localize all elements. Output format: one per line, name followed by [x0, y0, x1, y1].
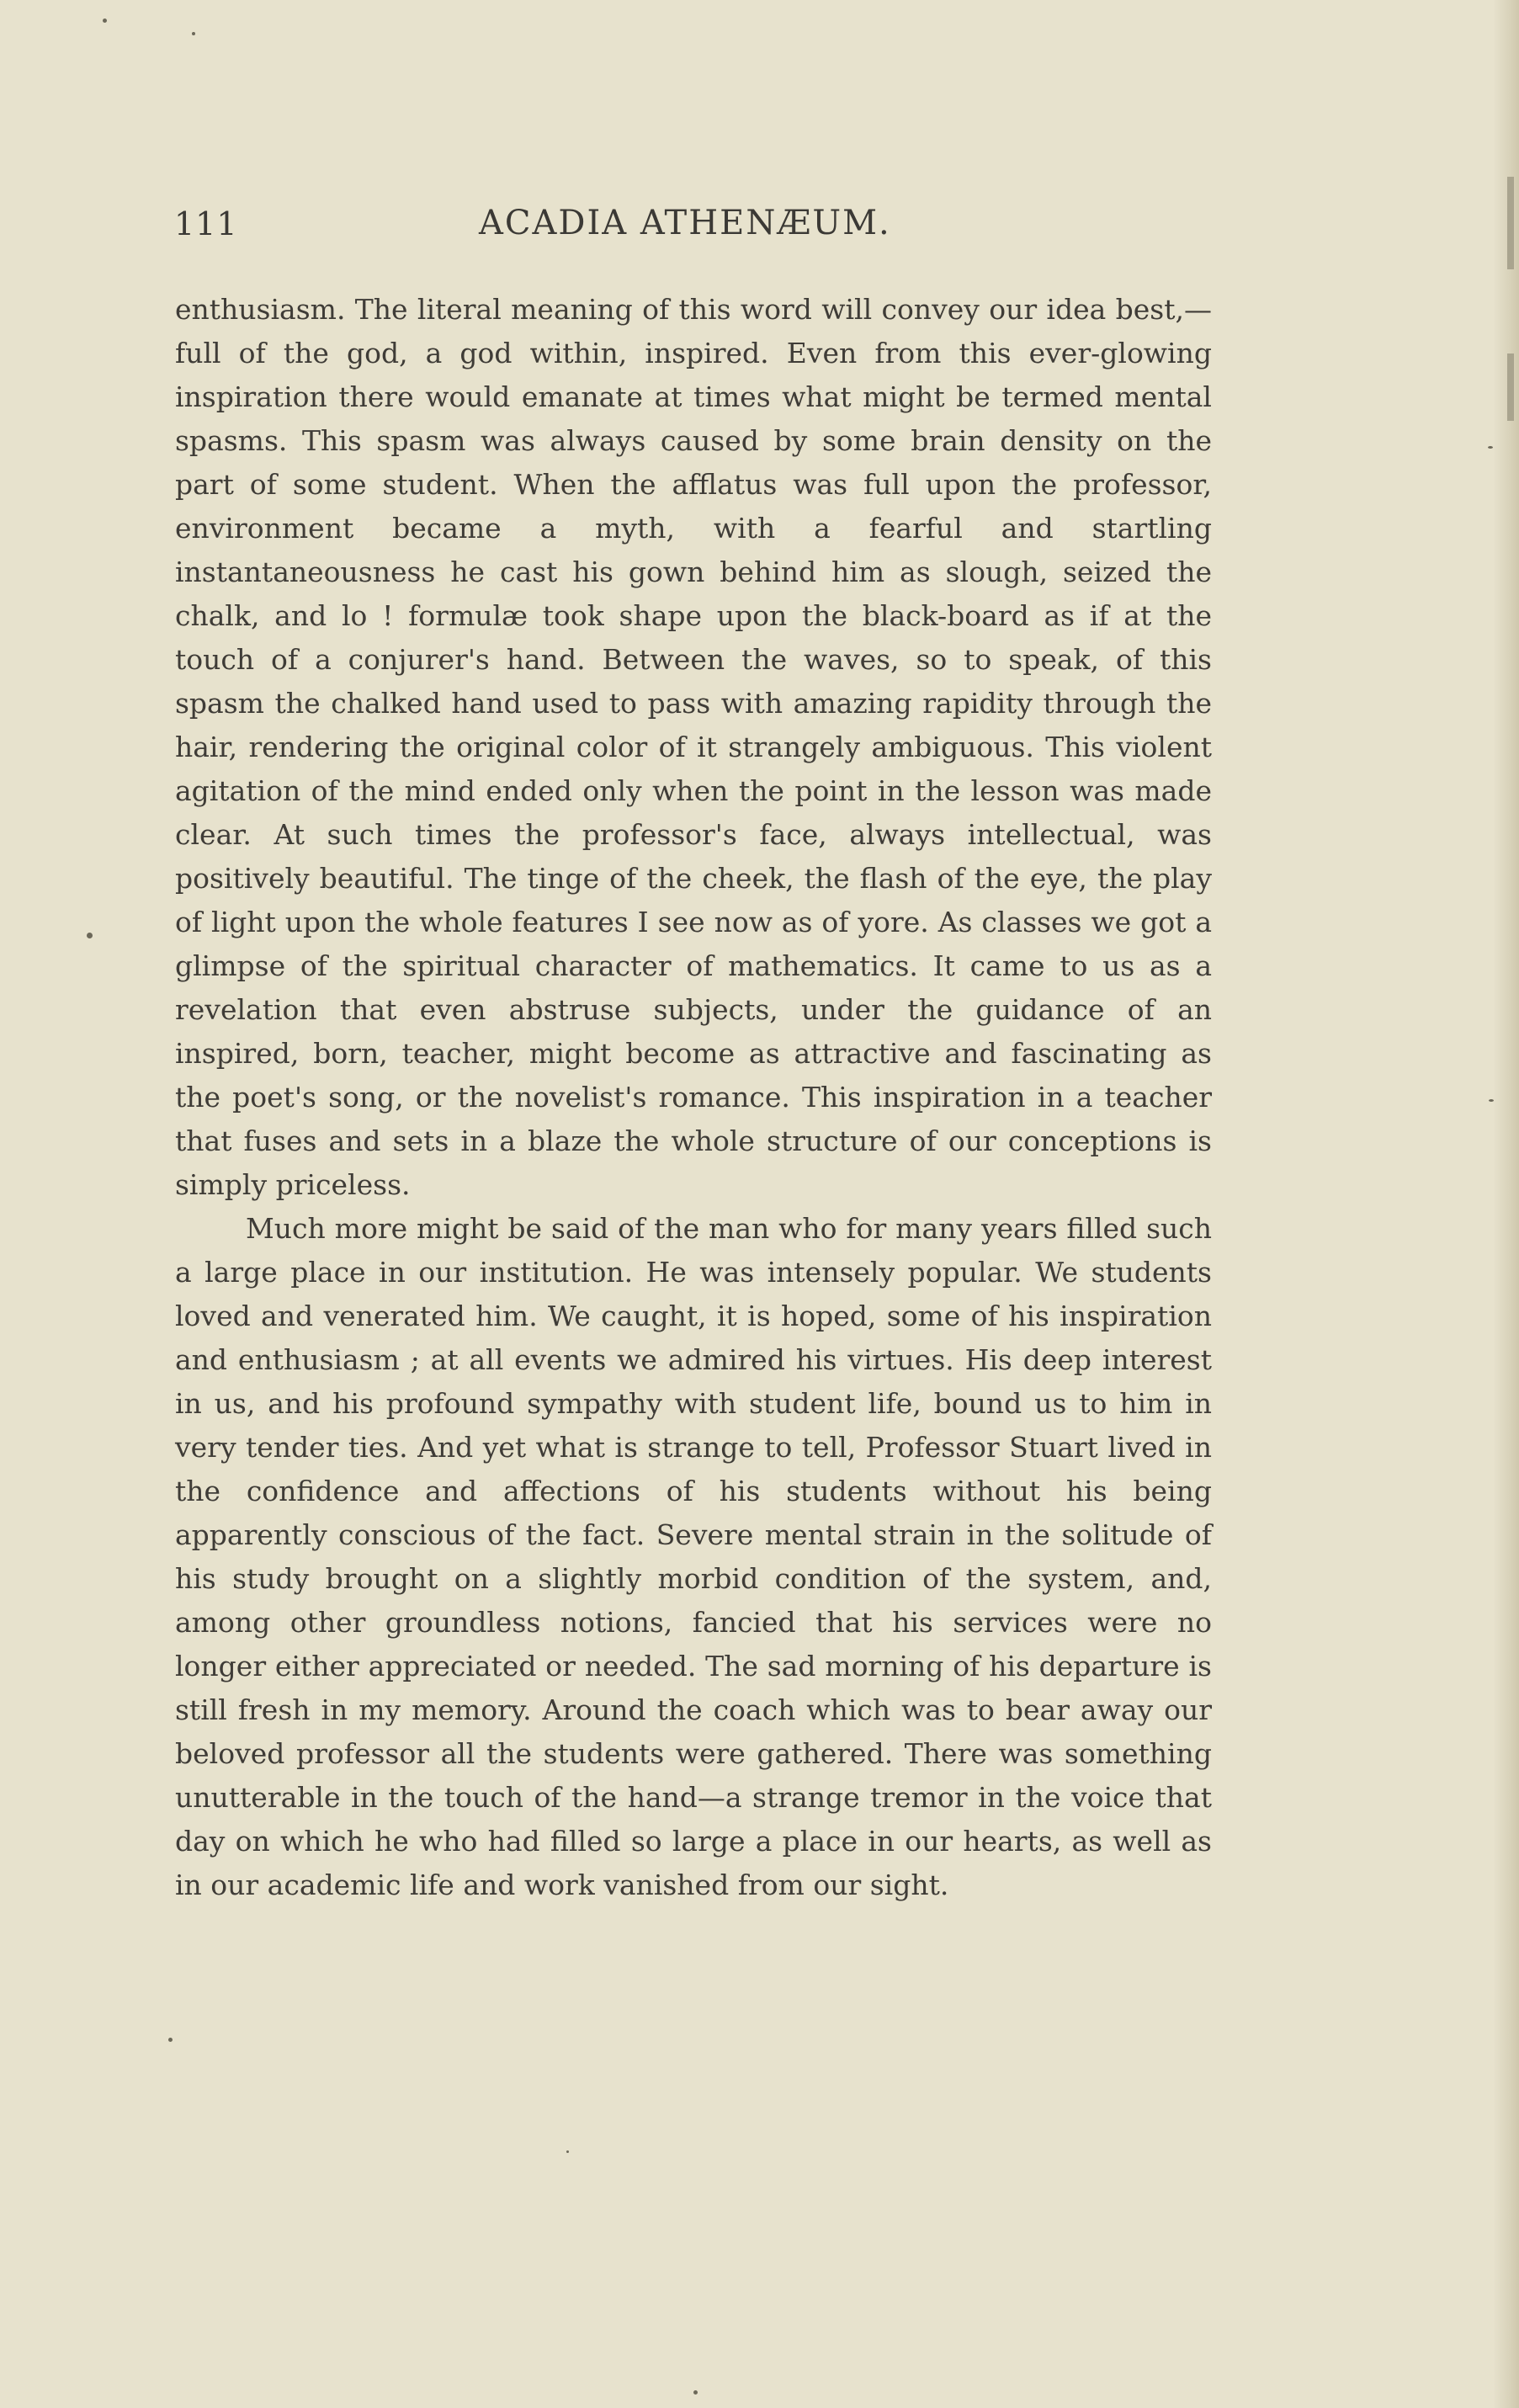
running-head: ACADIA ATHENÆUM.	[479, 204, 891, 242]
paragraph: enthusiasm. The literal meaning of this word will convey our idea best,—full of the god, a god within, inspired. Even from this ever-glowing inspiration there would emanate at times what might be termed mental spasms. This spasm was always caused by some brain density on the part of some student. When the afflatus was full upon the professor, environment became a myth, with a fearful and startling instantaneousness he cast his gown behind him as slough, seized the chalk, and lo ! formulæ took shape upon the black-board as if at the touch of a conjurer's hand. Between the waves, so to speak, of this spasm the chalked hand used to pass with amazing rapidity through the hair, rendering the original color of it strangely ambiguous. This violent agitation of the mind ended only when the point in the lesson was made clear. At such times the professor's face, always intellectual, was positively beautiful. The tinge of the cheek, the flash of the eye, the play of light upon the whole features I see now as of yore. As classes we got a glimpse of the spiritual character of mathematics. It came to us as a revelation that even abstruse subjects, under the guidance of an inspired, born, teacher, might become as attractive and fascinating as the poet's song, or the novelist's romance. This inspiration in a teacher that fuses and sets in a blaze the whole structure of our conceptions is simply priceless.	[175, 293, 1212, 1201]
paper-speck	[103, 19, 107, 23]
edge-mark	[1507, 353, 1514, 421]
paper-speck	[566, 2150, 569, 2153]
paper-speck	[168, 2038, 173, 2042]
paper-speck	[192, 32, 195, 35]
page-edge	[1494, 0, 1519, 2408]
paper-speck	[1488, 446, 1493, 449]
edge-mark	[1507, 177, 1514, 269]
body-text	[175, 288, 1212, 1907]
paper-speck	[1489, 1099, 1494, 1102]
page-header	[174, 195, 1310, 254]
page-number: 111	[174, 205, 238, 242]
paper-speck	[87, 933, 93, 938]
paragraph: Much more might be said of the man who for many years filled such a large place in our institution. He was intensely popular. We students loved and venerated him. We caught, it is hoped, some of his inspiration and enthusiasm ; at all events we admired his virtues. His deep interest in us, and his profound sympathy with student life, bound us to him in very tender ties. And yet what is strange to tell, Professor Stuart lived in the confidence and affections of his students without his being apparently conscious of the fact. Severe mental strain in the solitude of his study brought on a slightly morbid condition of the system, and, among other groundless notions, fancied that his services were no longer either appreciated or needed. The sad morning of his departure is still fresh in my memory. Around the coach which was to bear away our beloved professor all the students were gathered. There was something unutterable in the touch of the hand—a strange tremor in the voice that day on which he who had filled so large a place in our hearts, as well as in our academic life and work vanished from our sight.	[175, 1212, 1212, 1901]
paper-speck	[693, 2390, 698, 2395]
